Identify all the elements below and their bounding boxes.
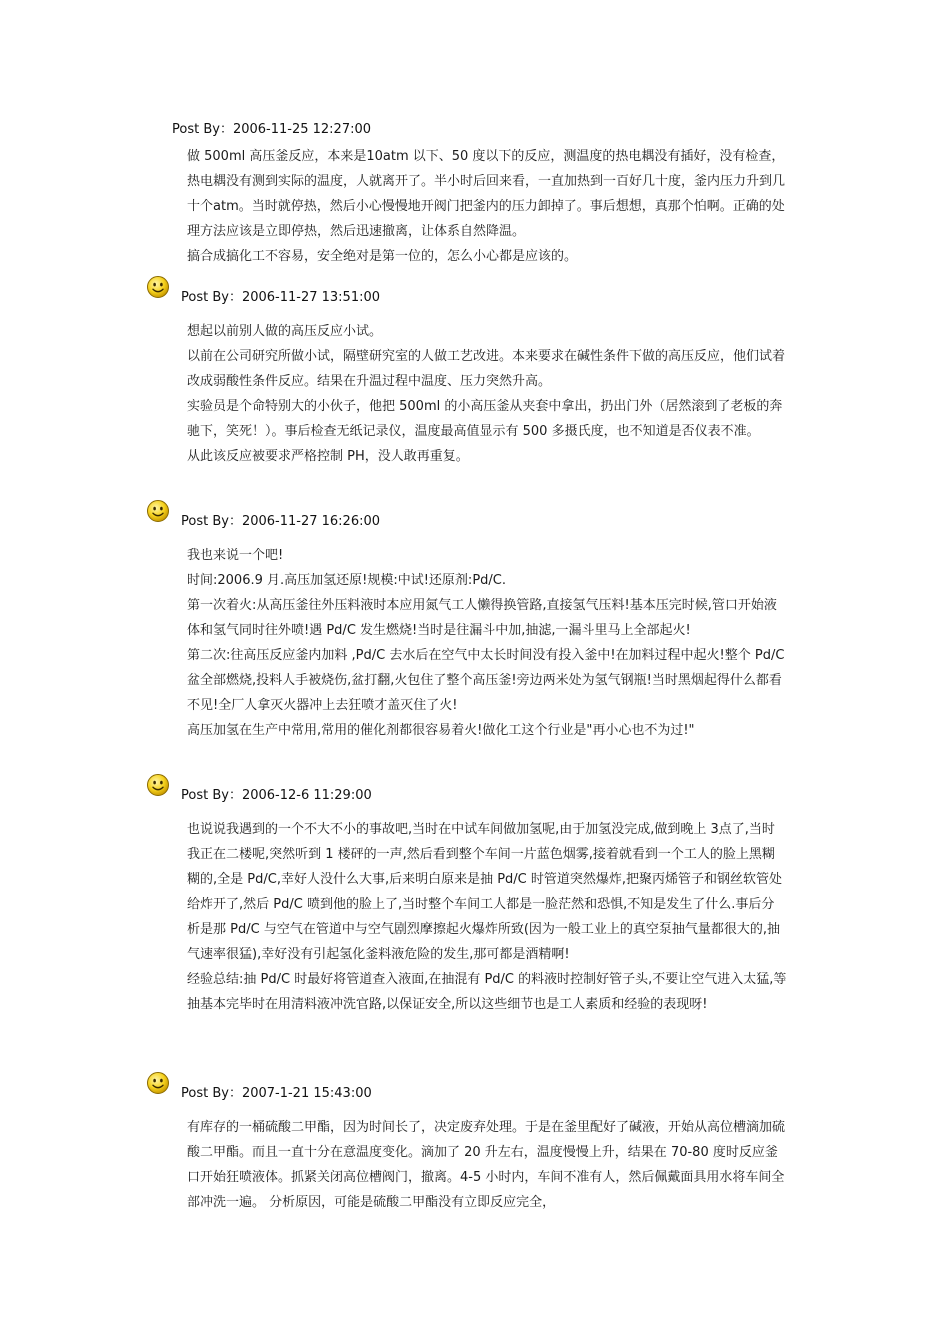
post-header: Post By：2006-11-27 13:51:00 bbox=[181, 290, 381, 305]
post-body bbox=[187, 319, 787, 469]
post-body bbox=[187, 817, 787, 1017]
paragraph: 做 500ml 高压釜反应，本来是10atm 以下、50 度以下的反应，测温度的热电耦没有插好，没有检查，热电耦没有测到实际的温度，人就离开了。半小时后回来看，一直加热到一百好几十度，釜内压力升到几十个atm。当时就停热，然后小心慢慢地开阀门把釜内的压力卸掉了。事后想想，真那个怕啊。正确的处理方法应该是立即停热，然后迅速撤离，让体系自然降温。 bbox=[187, 149, 786, 239]
paragraph: 第一次着火:从高压釜往外压料液时本应用氮气工人懒得换管路,直接氢气压料!基本压完时候,管口开始液体和氢气同时往外喷!遇 Pd/C 发生燃烧!当时是往漏斗中加,抽滤,一漏斗里马上全部起火! bbox=[187, 598, 777, 638]
smiley-icon bbox=[146, 499, 170, 523]
paragraph: 高压加氢在生产中常用,常用的催化剂都很容易着火!做化工这个行业是"再小心也不为过!" bbox=[187, 723, 695, 738]
paragraph: 搞合成搞化工不容易，安全绝对是第一位的，怎么小心都是应该的。 bbox=[187, 249, 578, 264]
paragraph: 以前在公司研究所做小试，隔壁研究室的人做工艺改进。本来要求在碱性条件下做的高压反应，他们试着改成弱酸性条件反应。结果在升温过程中温度、压力突然升高。 bbox=[187, 349, 786, 389]
paragraph: 有库存的一桶硫酸二甲酯，因为时间长了，决定废弃处理。于是在釜里配好了碱液，开始从高位槽滴加硫酸二甲酯。而且一直十分在意温度变化。滴加了 20 升左右，温度慢慢上升，结果在 70-80 度时反应釜口开始狂喷液体。抓紧关闭高位槽阀门，撤离。4-5 小时内，车间不准有人，然后佩戴面具用水将车间全部冲洗一遍。 分析原因，可能是硫酸二甲酯没有立即反应完全， bbox=[187, 1120, 786, 1210]
post-header: Post By：2006-11-27 16:26:00 bbox=[181, 514, 381, 529]
paragraph: 从此该反应被要求严格控制 PH，没人敢再重复。 bbox=[187, 449, 469, 464]
paragraph: 第二次:往高压反应釜内加料 ,Pd/C 去水后在空气中太长时间没有投入釜中!在加料过程中起火!整个 Pd/C 盆全部燃烧,投料人手被烧伤,盆打翻,火包住了整个高压釜!旁边两米处为氢气钢瓶!当时黑烟起得什么都看不见!全厂人拿灭火器冲上去狂喷才盖灭住了火! bbox=[187, 648, 785, 713]
paragraph: 我也来说一个吧! bbox=[187, 548, 284, 563]
paragraph: 时间:2006.9 月.高压加氢还原!规模:中试!还原剂:Pd/C. bbox=[187, 573, 506, 588]
paragraph: 想起以前别人做的高压反应小试。 bbox=[187, 324, 383, 339]
smiley-icon bbox=[146, 1071, 170, 1095]
post-header: Post By：2007-1-21 15:43:00 bbox=[181, 1086, 372, 1101]
post-body bbox=[187, 144, 787, 269]
smiley-icon bbox=[146, 275, 170, 299]
paragraph: 也说说我遇到的一个不大不小的事故吧,当时在中试车间做加氢呢,由于加氢没完成,做到晚上 3点了,当时我正在二楼呢,突然听到 1 楼砰的一声,然后看到整个车间一片蓝色烟雾,接着就看到一个工人的脸上黑糊糊的,全是 Pd/C,幸好人没什么大事,后来明白原来是抽 Pd/C 时管道突然爆炸,把聚丙烯管子和钢丝软管处给炸开了,然后 Pd/C 喷到他的脸上了,当时整个车间工人都是一脸茫然和恐惧,不知是发生了什么.事后分析是那 Pd/C 与空气在管道中与空气剧烈摩擦起火爆炸所致(因为一般工业上的真空泵抽气量都很大的,抽气速率很猛),幸好没有引起氢化釜料液危险的发生,那可都是酒精啊! bbox=[187, 822, 783, 962]
post-header: Post By：2006-12-6 11:29:00 bbox=[181, 788, 372, 803]
smiley-icon bbox=[146, 773, 170, 797]
post-header: Post By：2006-11-25 12:27:00 bbox=[172, 122, 372, 137]
paragraph: 实验员是个命特别大的小伙子，他把 500ml 的小高压釜从夹套中拿出，扔出门外（居然滚到了老板的奔驰下，笑死！）。事后检查无纸记录仪，温度最高值显示有 500 多摄氏度，也不知道是否仪表不准。 bbox=[187, 399, 783, 439]
paragraph: 经验总结:抽 Pd/C 时最好将管道查入液面,在抽混有 Pd/C 的料液时控制好管子头,不要让空气进入太猛,等抽基本完毕时在用清料液冲洗官路,以保证安全,所以这些细节也是工人素质和经验的表现呀! bbox=[187, 972, 787, 1012]
post-body bbox=[187, 1115, 787, 1215]
post-body bbox=[187, 543, 787, 743]
